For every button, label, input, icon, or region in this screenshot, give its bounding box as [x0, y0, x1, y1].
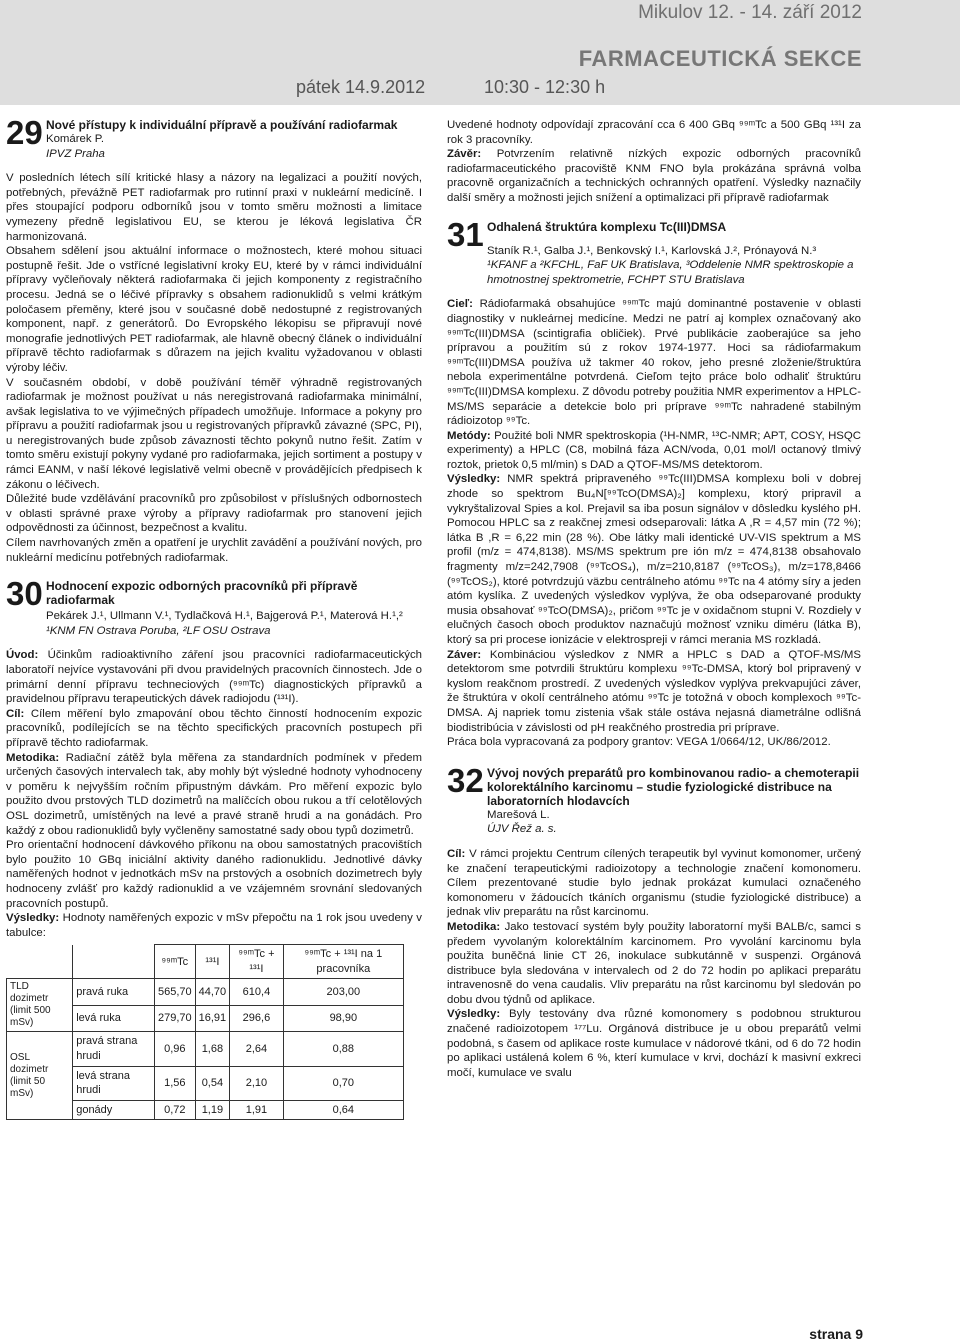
paragraph: Uvedené hodnoty odpovídají zpracování cca 6 400 GBq ⁹⁹ᵐTc a 500 GBq ¹³¹I za rok 3 pracovníky. [447, 119, 861, 146]
section-title: FARMACEUTICKÁ SEKCE [578, 46, 862, 71]
table-cell: 2,64 [230, 1032, 284, 1066]
table-cell: 0,64 [283, 1100, 403, 1120]
table-cell: 0,72 [154, 1100, 195, 1120]
abstract-number: 30 [6, 575, 43, 613]
dosimeter-label: TLD dozimetr (limit 500 mSv) [7, 979, 73, 1032]
paragraph: Výsledky: Byly testovány dva různé komonomery s podobnou strukturou značené radioizotopem ¹⁷⁷Lu. Orgánová distribuce je u obou preparátů velmi podobná, s časem od aplikace roste kumulace v nádorové tkáni, od 6 do 72 hodin po aplikaci ustálená kolem 6 %, kterí kumulace v krvi, dochází k masivní exkreci močí, kumulace ve svalu [447, 1008, 861, 1079]
abstract-title: Hodnocení expozic odborných pracovníků při přípravě radiofarmak [46, 579, 358, 608]
col-header: ¹³¹I [195, 945, 230, 979]
table-cell: 44,70 [195, 979, 230, 1006]
abstract-title: Vývoj nových preparátů pro kombinovanou radio- a chemoterapii kolorektálního karcinomu – studie fyziologické distribuce na laboratorních hlodavcích [487, 765, 860, 808]
table-cell: 0,70 [283, 1066, 403, 1100]
abstract-authors: Staník R.¹, Galba J.¹, Benkovský I.¹, Karlovská J.², Prónayová N.³ [487, 244, 817, 257]
table-cell: 203,00 [283, 979, 403, 1006]
abstract-affiliation: ¹KFANF a ²KFCHL, FaF UK Bratislava, ³Oddelenie NMR spektroskopie a hmotnostnej spektrometrie, FCHPT STU Bratislava [487, 259, 854, 286]
paragraph: Obsahem sdělení jsou aktuální informace o možnostech, které mohou situaci postupně řešit. Jde o vstřícné legislativní kroky EU, které by v rámci individuální přípravy vyčleňovaly některá radiofarmaka či jejich komponenty z registračního procesu. Jedná se o léčivé přípravky s obsahem radionuklidů s velmi krátkým poločasem přeměny, které jsou v současné době nedostupné z registrovaných komponent, např. z generátorů. Do Evropského lékopisu se připravují nové monografie jednotlivých PET radiofarmak, ale hlavně obecný článek o individuální přípravě těchto radiofarmak s důrazem na jejich kvalitu vyžadovanou v oblasti výroby léčiv. [6, 245, 422, 374]
right-column [447, 118, 861, 1080]
table-cell: 1,56 [154, 1066, 195, 1100]
table-cell: 1,91 [230, 1100, 284, 1120]
table-cell: 0,88 [283, 1032, 403, 1066]
paragraph: Pro orientační hodnocení dávkového příkonu na obou samostatných pracovištích bylo použito 10 GBq iniciální aktivity daného radionuklidu. Jednotlivé dávky naměřených hodnot v jednotkách mSv na prstových a osobních dozimetrech byly hodnoceny zvlášť pro každý radionuklid a ve vzájemném srovnání sledovaných pracovních postupů. [6, 839, 422, 910]
row-header: levá strana hrudi [73, 1066, 155, 1100]
abstract-affiliation: ¹KNM FN Ostrava Poruba, ²LF OSU Ostrava [46, 624, 271, 637]
page-header [0, 0, 960, 105]
paragraph: Úvod: Účinkům radioaktivního záření jsou pracovníci radiofarmaceutických laboratoří nejvíce vystavováni při dvou pravidelných pracovních činnostech. Jde o primární denní přípravu techneciových (⁹⁹ᵐTc) diagnostických přípravků a pravidelnou přípravu terapeutických dávek radiojodu (¹³¹I). [6, 649, 422, 706]
table-cell: 98,90 [283, 1005, 403, 1032]
abstract-30 [6, 575, 422, 638]
paragraph: Cílem navrhovaných změn a opatření je urychlit zavádění a používání nových, pro nukleární medicínu potřebných radiofarmak. [6, 537, 422, 564]
abstract-affiliation: ÚJV Řež a. s. [487, 823, 557, 836]
page-number: strana 9 [809, 1326, 863, 1342]
paragraph: Cieľ: Rádiofarmaká obsahujúce ⁹⁹ᵐTc majú dominantné postavenie v oblasti diagnostiky v nukleárnej medicíne. Medzi ne patrí aj komplex označovaný ako ⁹⁹ᵐTc(III)DMSA (scintigrafia obličiek). Prvé publikácie zaoberajúce sa jeho prípravou a použitím sú z rokov 1974-1977. Hoci sa rádiofarmakum ⁹⁹ᵐTc(III)DMSA používa už takmer 40 rokov, jeho presné zloženie/štruktúra nebola experimentálne potvrdená. Cieľom tejto práce bolo odhaliť štruktúru ⁹⁹ᵐTc(III)DMSA komplexu. Z dôvodu potreby použitia NMR experimentov a HPLC-MS/MS separácie a detekcie bolo pri príprave ⁹⁹ᵐTc nahradené stabilným rádioizotop ⁹⁹Tc. [447, 298, 861, 428]
exposure-table [6, 944, 404, 1120]
table-cell: 16,91 [195, 1005, 230, 1032]
table-cell: 565,70 [154, 979, 195, 1006]
row-header: pravá ruka [73, 979, 155, 1006]
table-cell: 1,19 [195, 1100, 230, 1120]
paragraph: Záver: Kombináciou výsledkov z NMR a HPLC s DAD a QTOF-MS/MS detektorom sme potvrdili štruktúru komplexu ⁹⁹Tc-DMSA, ktorý bol pripravený v kyslom reakčnom prostredí. Z uvedených výsledkov vyplýva prekvapujúci záver, že štruktúra v okolí centrálneho atómu ⁹⁹Tc je totožná v oboch komplexoch ⁹⁹Tc-DMSA. Aj napriek tomu zistenia však stále ostáva nejasná diametrálne odlišná biodistribúcia v závislosti od pH reakčného prostredia pri príprave. [447, 648, 861, 734]
paragraph: Důležité bude vzdělávání pracovníků pro způsobilost v příslušných odbornostech v oblasti správné praxe výroby a přípravy radiofarmak pro stanovení jejich odpovědnosti za účinnost, bezpečnost a kvalitu. [6, 493, 422, 535]
row-header: pravá strana hrudi [73, 1032, 155, 1066]
abstract-authors: Pekárek J.¹, Ullmann V.¹, Tydlačková H.¹, Bajgerová P.¹, Materová H.¹,² [46, 610, 403, 623]
paragraph: Cíl: V rámci projektu Centrum cílených terapeutik byl vyvinut komonomer, určený ke značení terapeutickými radioizotopy a technologie značení komonomeru. Cílem prezentované studie bylo jednak prokázat kumulaci označeného komonomeru v žádoucích tkáních organismu (studie fyziologické distribuce) a jednak vliv preparátu na růst karcinomu. [447, 847, 861, 919]
abstract-author: Komárek P. [46, 133, 105, 145]
paragraph: Metodika: Radiační zátěž byla měřena za standardních podmínek v předem určených časových intervalech tak, aby mohly být výsledné hodnoty vyhodnoceny v poměru k nejvyšším ročním připustným dávkám. Pro měření expozic bylo použito dvou prstových TLD dozimetrů na malíčcích obou rukou a tří celotělových OSL dozimetrů, umístěných na levé a pravé straně hrudi a na gonádách. Pro každý z obou radionuklidů byly vyčleněny samostatné sady obou typů dozimetrů. [6, 751, 422, 837]
paragraph: Cíl: Cílem měření bylo zmapování obou těchto činností hodnocením expozic pracovníků, podílejících se na těchto specifických pracovních postupech při přípravě těchto radiofarmak. [6, 707, 422, 749]
paragraph: Metódy: Použité boli NMR spektroskopia (¹H-NMR, ¹³C-NMR; APT, COSY, HSQC experimenty) a HPLC (C8, mobilná fáza ACN/voda, 0,01 mol/l octanový tlmivý roztok, prietok 0,5 ml/min) s DAD a QTOF-MS/MS detektorom. [447, 429, 861, 471]
row-header: gonády [73, 1100, 155, 1120]
table-cell: 296,6 [230, 1005, 284, 1032]
left-column [6, 114, 422, 1120]
paragraph: Výsledky: NMR spektrá pripraveného ⁹⁹Tc(III)DMSA komplexu boli v dobrej zhode so spektrom Bu₄N[⁹⁹TcO(DMSA)₂] komplexu, ktorý pripravil a vykryštalizoval Spies a kol. Prejavil sa iba posun signálov v dôsledku kyslého pH. Pomocou HPLC sa z reakčnej zmesi odseparovali: látka A ,R = 4,57 min (72 %); látka B ,R = 6,22 min (28 %). Obe látky mali identické UV-VIS spektrum a MS profil (m/z = 474,8138). MS/MS spektrum pre ión m/z = 474,8138 obsahovalo fragmenty m/z=242,7908 (⁹⁹TcOS₄), m/z=210,8187 (⁹⁹TcOS₃), m/z=178,8466 (⁹⁹TcOS₂), ktoré potvrdzujú väzbu centrálneho atómu ⁹⁹Tc na 4 atómy síry a jeden atóm kyslíka. Z uvedených výsledkov vyplýva, že oba odseparované produkty musia obsahovať ⁹⁹TcO(DMSA)₂, pričom ⁹⁹Tc je v oxidačnom stupni V. Rozdiely v elučných časoch oboch produktov naznačujú možnosť vzniku diméru (látka B), ktorý sa pri procese ionizácie v elektrospreji v rámci merania MS rozkladá. [447, 473, 861, 646]
abstract-title: Nové přístupy k individuální přípravě a používání radiofarmak [46, 118, 398, 132]
table-cell: 1,68 [195, 1032, 230, 1066]
session-day: pátek 14.9.2012 [296, 77, 426, 97]
abstract-29 [6, 114, 422, 161]
row-header: levá ruka [73, 1005, 155, 1032]
paragraph: Závěr: Potvrzením relativně nízkých expozic odborných pracovníků radiofarmaceutického pracoviště KNM FNO byla prokázána správná volba pracovně organizačních a technických ochranných opatření. Výsledky naznačily další směry a možnosti jejich snížení a optimalizaci při přípravě radiofarmak [447, 148, 861, 204]
abstract-number: 31 [447, 215, 484, 253]
table-cell: 0,96 [154, 1032, 195, 1066]
table-cell: 610,4 [230, 979, 284, 1006]
table-cell: 0,54 [195, 1066, 230, 1100]
abstract-number: 29 [6, 114, 43, 151]
event-title: Mikulov 12. - 14. září 2012 [638, 2, 862, 23]
abstract-affiliation: IPVZ Praha [46, 147, 105, 160]
paragraph: V současném období, v době používání téměř výhradně registrovaných radiofarmak je možnost používat u nás neregistrovaná radiofarmaka minimální, avšak legislativa to ve výjimečných případech umožňuje. Informace a pokyny pro přípravu a použití radiofarmak jsou u registrovaných přípravků závazné (SPC, PI), u neregistrovaných bude způsob závaznosti těchto pokynů nutno řešit. Zatím v tomto směru existují pokyny vydané pro radiofarmaka, jejich sortiment a postupy v rámci EANM, v naší lékové legislativě velmi obecně v provádějících předpisech k zákonu o léčivech. [6, 376, 422, 491]
table-cell: 279,70 [154, 1005, 195, 1032]
paragraph: Metodika: Jako testovací systém byly použity laboratorní myši BALB/c, samci s předem vyvolaným kolorektálním karcinomem. Pro vyvolání karcinomu byla použita buněčná linie CT 26, inokulace subkutánně v suspenzi. Orgánová distribuce byla sledována v intervalech od 2 do 72 hodin po aplikaci preparátu intravenosně do vena caudalis. Vliv preparátu na růst karcinomu byl sledován po dobu dvou týdnů od aplikace. [447, 920, 861, 1006]
abstract-31 [447, 215, 861, 288]
col-header: ⁹⁹ᵐTc [154, 945, 195, 979]
abstract-32 [447, 761, 861, 837]
grant-note: Práca bola vypracovaná za podpory grantov: VEGA 1/0664/12, UK/86/2012. [447, 736, 831, 749]
abstract-title: Odhalená štruktúra komplexu Tc(III)DMSA [487, 219, 727, 234]
abstract-author: Marešová L. [487, 808, 550, 821]
paragraph: V posledních létech sílí kritické hlasy a názory na legalizaci a použití nových, potřebných, převážně PET radiofarmak pro rutinní praxi v nukleární medicíně. I přes stoupající podporu odborníků jsou v tomto směru možnosti a limitace vymezeny předně legislativou EU, se kterou je léková legislativa ČR harmonizovaná. [6, 172, 422, 243]
col-header: ⁹⁹ᵐTc + ¹³¹I na 1 pracovníka [283, 945, 403, 979]
table-cell: 2,10 [230, 1066, 284, 1100]
col-header: ⁹⁹ᵐTc + ¹³¹I [230, 945, 284, 979]
abstract-number: 32 [447, 761, 484, 799]
dosimeter-label: OSL dozimetr (limit 50 mSv) [7, 1032, 73, 1120]
paragraph: Výsledky: Hodnoty naměřených expozic v mSv přepočtu na 1 rok jsou uvedeny v tabulce: [6, 912, 422, 939]
session-time: 10:30 - 12:30 h [484, 77, 606, 97]
